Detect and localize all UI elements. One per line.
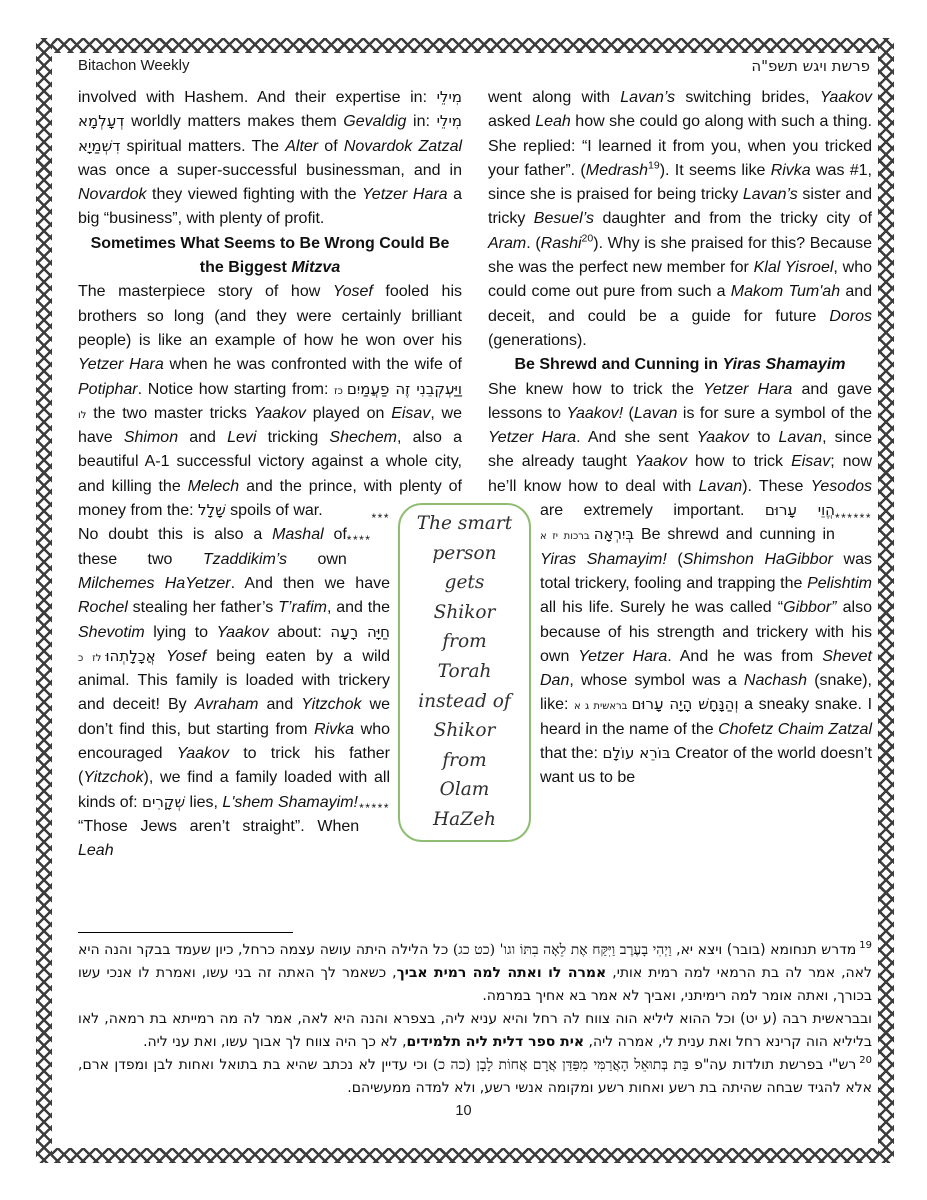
text-segment: מִילֵי דְעָלְמָא: [78, 88, 462, 131]
callout-line: instead of: [418, 690, 511, 712]
text-segment: being eaten by a wild animal. This family is loaded with trickery and deceit! By: [78, 647, 390, 714]
text-segment: *****: [359, 800, 390, 815]
text-segment: Tzaddikim’s: [202, 550, 288, 568]
page-border-right: [878, 38, 894, 1163]
text-segment: ). It seems like: [659, 161, 771, 179]
text-segment: Yosef: [332, 283, 373, 301]
text-segment: , and the: [327, 599, 391, 617]
text-segment: Besuel’s: [533, 210, 594, 228]
callout-line: Shikor: [433, 601, 496, 623]
text-segment: stealing her father’s: [127, 599, 279, 617]
text-segment: Lavan’s: [620, 89, 676, 106]
text-segment: we don’t find this, but starting from: [78, 696, 391, 738]
text-segment: Yiras Shamayim: [722, 356, 846, 374]
text-segment: Be Shrewd and Cunning in: [514, 356, 723, 374]
text-segment: was once a super-successful businessman, and in: [78, 161, 462, 179]
text-segment: (generations).: [488, 331, 587, 349]
text-segment: Mitzva: [291, 259, 341, 277]
text-segment: Gibbor”: [783, 599, 837, 617]
text-segment: Aram: [488, 234, 527, 252]
footnotes: [78, 939, 872, 1100]
text-segment: Lavan’s: [742, 186, 798, 204]
text-segment: Eisav: [391, 404, 431, 422]
text-segment: בּוֹרֵא עוֹלָם: [602, 744, 671, 763]
text-segment: Rashi: [540, 234, 582, 252]
text-segment: sister and tricky: [488, 186, 872, 228]
text-segment: Shimon: [123, 429, 179, 447]
text-segment: the two master tricks: [86, 404, 254, 422]
text-segment: L'shem Shamayim!: [222, 793, 358, 811]
text-segment: Lavan: [698, 477, 743, 495]
text-segment: Be shrewd and cunning in: [634, 526, 835, 544]
text-segment: מדרש תנחומא (בובר) ויצא יא,: [671, 942, 857, 958]
text-segment: Yaakov: [253, 404, 306, 422]
text-segment: שָׁלָל: [198, 501, 226, 520]
callout-line: person: [432, 542, 497, 564]
text-segment: (: [666, 550, 683, 568]
text-segment: Potiphar: [78, 380, 138, 398]
text-segment: Yaakov: [216, 623, 269, 641]
text-segment: Mashal: [272, 526, 324, 544]
text-segment: played on: [305, 404, 392, 422]
text-segment: Klal Yisroel: [753, 259, 834, 277]
text-segment: Yosef: [165, 647, 207, 665]
callout-line: from: [442, 631, 487, 653]
text-segment: ובבראשית רבה (ע יט) וכל ההוא ליליא הוה צווח לה רחל והיא עניא ליה, בצפרא והנה היא לאה, אמר לה מה רמייתא בת רמאה, לאו בליליא הוה קרינא רחל ואת ענית לי, אמרה ליה,: [78, 1011, 872, 1050]
text-segment: involved with Hashem. And their expertise in:: [78, 89, 437, 106]
text-segment: a sneaky snake. I heard in the name of the: [540, 696, 873, 738]
text-segment: Yetzer Hara: [488, 429, 577, 447]
text-segment: Avraham: [194, 696, 259, 714]
text-segment: are extremely important.: [540, 502, 765, 520]
callout-line: from: [442, 749, 487, 771]
text-segment: went along with: [488, 89, 621, 106]
text-segment: ; now he’ll know how to deal with: [488, 453, 872, 495]
text-segment: and: [178, 429, 228, 447]
text-segment: Nachash: [743, 672, 808, 690]
text-segment: Creator of the world doesn’t want us to be: [540, 745, 872, 787]
text-segment: was total trickery, fooling and trapping the: [540, 550, 872, 592]
text-segment: Rochel: [78, 599, 128, 617]
text-segment: and the prince, with plenty of money from the:: [78, 477, 462, 520]
text-segment: Chofetz Chaim Zatzal: [718, 720, 872, 738]
text-segment: (: [623, 404, 634, 422]
text-segment: אמרה לו ואתה למה רמית אביך: [396, 965, 607, 981]
text-segment: וְהַנָּחָשׁ הָיָה עָרוּםבראשית ג א: [574, 695, 739, 714]
text-segment: Milchemes HaYetzer: [78, 574, 231, 592]
column-right: [488, 86, 872, 864]
text-segment: Rivka: [770, 161, 811, 179]
text-segment: שְׁקָרִים: [142, 792, 186, 811]
text-segment: Yaakov: [634, 453, 687, 471]
text-segment: spiritual matters. The: [120, 137, 286, 155]
text-segment: , כשאמר לך האתה זה בני עשו, ואמרת לו אנכי עשו בכורך, ואתה אומר למה רימיתני, ואביך לא אמר בא אחיך במרמה.: [78, 965, 872, 1004]
text-segment: of: [318, 137, 344, 155]
text-segment: also because of his strength and trickery with his own: [540, 599, 872, 665]
text-segment: daughter and from the tricky city of: [593, 210, 872, 228]
text-segment: all his life. Surely he was called “: [540, 599, 784, 617]
text-segment: Yaakov: [819, 89, 873, 106]
header-parsha: פרשת ויגש תשפ"ה: [751, 57, 870, 75]
text-segment: worldly matters makes them: [124, 113, 344, 131]
text-segment: Novardok Zatzal: [343, 137, 463, 155]
footnote-19-cont: [78, 1008, 872, 1054]
text-segment: who encouraged: [78, 720, 391, 763]
text-segment: . Notice how starting from:: [137, 380, 335, 398]
text-segment: Lavan: [778, 429, 823, 447]
text-segment: ****: [346, 533, 372, 548]
text-segment: fooled his brothers so long (and they were certainly brilliant people) is like an example of how he won over his: [78, 283, 463, 349]
text-segment: , לא כך היה צווח לך אבוך עשו, ואת עני ליה.: [143, 1034, 407, 1050]
text-segment: . And he was from: [667, 647, 823, 665]
text-segment: Shimshon HaGibbor: [682, 550, 833, 568]
text-segment: Doros: [829, 307, 872, 325]
text-segment: , we have: [78, 404, 463, 447]
text-segment: “Those Jews aren’t straight”. When: [78, 817, 360, 835]
footnote-19: [78, 939, 872, 1008]
page-border-bottom: [36, 1148, 894, 1163]
text-segment: Shevet Dan: [540, 647, 872, 690]
text-segment: Shechem: [329, 429, 397, 447]
text-segment: Leah: [535, 113, 571, 131]
footnote-number: 19: [859, 940, 872, 952]
callout-line: Torah: [437, 660, 492, 682]
callout-line: HaZeh: [433, 808, 496, 830]
text-segment: spoils of war.: [225, 502, 323, 520]
text-segment: הֱוֵי עָרוּם בְּיִרְאָהברכות יז א: [540, 501, 835, 544]
text-segment: own: [287, 550, 347, 568]
text-segment: 19: [648, 159, 660, 172]
text-segment: Yetzer Hara: [703, 380, 793, 398]
text-segment: when he was confronted with the wife of: [163, 356, 462, 374]
text-segment: is for sure a symbol of the: [677, 404, 872, 422]
text-segment: . (: [526, 234, 541, 252]
text-segment: Leah: [78, 842, 114, 860]
text-segment: Yitzchok: [301, 696, 362, 714]
text-segment: to: [748, 429, 779, 447]
text-segment: lies,: [185, 793, 223, 811]
text-segment: Rivka: [314, 720, 355, 738]
text-segment: The masterpiece story of how: [78, 283, 333, 301]
text-segment: , who could come out pure from such a: [488, 259, 872, 301]
callout-line: gets: [444, 572, 485, 594]
text-segment: Yetzer Hara: [578, 647, 668, 665]
text-segment: Pelishtim: [807, 574, 872, 592]
footnote-separator: [78, 932, 293, 933]
text-segment: they viewed fighting with the: [146, 186, 362, 204]
text-segment: . And then we have: [230, 574, 391, 592]
text-segment: אית ספר דלית ליה תלמידים: [406, 1034, 585, 1050]
text-segment: , since she already taught: [488, 429, 873, 471]
text-segment: Shevotim: [78, 623, 145, 641]
text-segment: ***: [371, 511, 390, 525]
text-segment: Makom Tum'ah: [730, 283, 841, 301]
text-segment: Gevaldig: [343, 113, 407, 131]
text-segment: Alter: [285, 137, 319, 155]
text-segment: a big “business”, with plenty of profit.: [78, 186, 463, 228]
text-segment: Yiras Shamayim!: [540, 550, 667, 568]
text-segment: how she could go along with such a thing. She replied: “I learned it from you, when you tricked your father”. (: [488, 113, 872, 179]
paragraph: [488, 378, 872, 791]
text-segment: lying to: [144, 623, 217, 641]
text-segment: No doubt this is also a: [78, 526, 273, 544]
header-title: Bitachon Weekly: [78, 57, 190, 74]
text-segment: of these two: [78, 526, 347, 568]
text-segment: וכי עדיין לא נכתב שהיא בת בתואל ואחות לבן ומפדן ארם, אלא להגיד שבחה שהיתה בת רשע ואחות רשע ומקומה אנשי רשע, ולא למדה ממעשיהם.: [78, 1057, 872, 1096]
text-segment: about:: [268, 623, 331, 641]
footnote-section: [78, 932, 872, 1100]
text-segment: Medrash: [585, 161, 648, 179]
page-border-left: [36, 38, 52, 1163]
callout-line: Olam: [439, 779, 490, 801]
text-segment: כל הלילה היתה עושה עצמה כרחל, כיון שעמד בבקר והנה היא לאה, אמר לה בת הרמאי למה רמית אותי,: [78, 942, 873, 981]
section-heading: [488, 353, 872, 377]
text-segment: חַיָּה רָעָה אֲכָלָתְהוּלז כ: [78, 622, 390, 665]
text-segment: Yetzer Hara: [362, 186, 448, 204]
text-segment: asked: [488, 113, 536, 131]
text-segment: Levi: [227, 429, 257, 447]
text-segment: Yaakov: [696, 429, 749, 447]
text-segment: וַיְהִי בָעֶרֶב וַיִּקַּח אֶת לֵאָה בִתּוֹ וגו' (כט כג): [452, 942, 672, 958]
callout-line: The smart: [416, 513, 513, 534]
text-segment: switching brides,: [675, 89, 820, 106]
footnote-20: [78, 1054, 872, 1100]
text-segment: Yitzchok: [83, 769, 144, 787]
text-segment: to trick his father (: [78, 745, 390, 787]
text-segment: . And she sent: [576, 429, 697, 447]
text-segment: was #1, since she is praised for being tricky: [488, 161, 872, 204]
text-segment: (snake), like:: [540, 672, 873, 714]
footnote-number: 20: [859, 1055, 873, 1067]
text-segment: רש"י בפרשת תולדות עה"פ: [688, 1057, 857, 1073]
text-segment: and deceit, and could be a guide for future: [488, 283, 873, 325]
callout-line: Shikor: [433, 720, 496, 742]
text-segment: , also a beautiful A-1 successful victory against a whole city, and killing the: [78, 429, 462, 495]
text-segment: ). Why is she praised for this? Because she was the perfect new member for: [488, 234, 872, 277]
text-segment: ******: [834, 511, 872, 525]
text-segment: Sometimes What Seems to Be Wrong Could Be the Biggest: [90, 234, 450, 277]
text-segment: in:: [406, 113, 437, 131]
text-segment: T’rafim: [278, 599, 327, 617]
text-segment: She knew how to trick the: [488, 380, 704, 398]
text-segment: ), we find a family loaded with all kinds of:: [78, 769, 390, 811]
footnote-text: [78, 1057, 872, 1096]
text-segment: מִילֵי דִשְׁמַיָא: [78, 112, 462, 155]
section-heading: [78, 232, 462, 281]
text-segment: 20: [581, 232, 594, 245]
text-segment: , whose symbol was a: [569, 672, 744, 690]
text-segment: Yesodos: [810, 477, 872, 495]
text-segment: and gave lessons to: [488, 380, 872, 422]
text-segment: [156, 648, 166, 665]
text-segment: Yaakov!: [566, 404, 624, 422]
footnote-text: [78, 942, 872, 1004]
text-segment: tricking: [256, 429, 330, 447]
callout-box: [398, 503, 531, 842]
text-segment: Eisav: [791, 453, 831, 471]
text-segment: Melech: [187, 477, 240, 495]
text-segment: ). These: [742, 477, 811, 495]
text-segment: וַיַּעְקְבֵנִי זֶה פַעֲמַיִםכז לו: [78, 379, 462, 421]
text-segment: that the:: [540, 745, 603, 763]
page-border-top: [36, 38, 894, 53]
text-segment: בַּת בְּתוּאֵל הָאֲרַמִּי מִפַּדַּן אֲרָם אֲחוֹת לָבָן (כה כ): [432, 1057, 689, 1073]
text-segment: Lavan: [633, 404, 678, 422]
text-segment: Yaakov: [176, 745, 229, 763]
text-segment: Novardok: [78, 186, 147, 204]
text-segment: how to trick: [686, 453, 792, 471]
page-number: 10: [455, 1103, 472, 1119]
text-segment: and: [258, 696, 302, 714]
text-segment: Yetzer Hara: [78, 356, 164, 374]
